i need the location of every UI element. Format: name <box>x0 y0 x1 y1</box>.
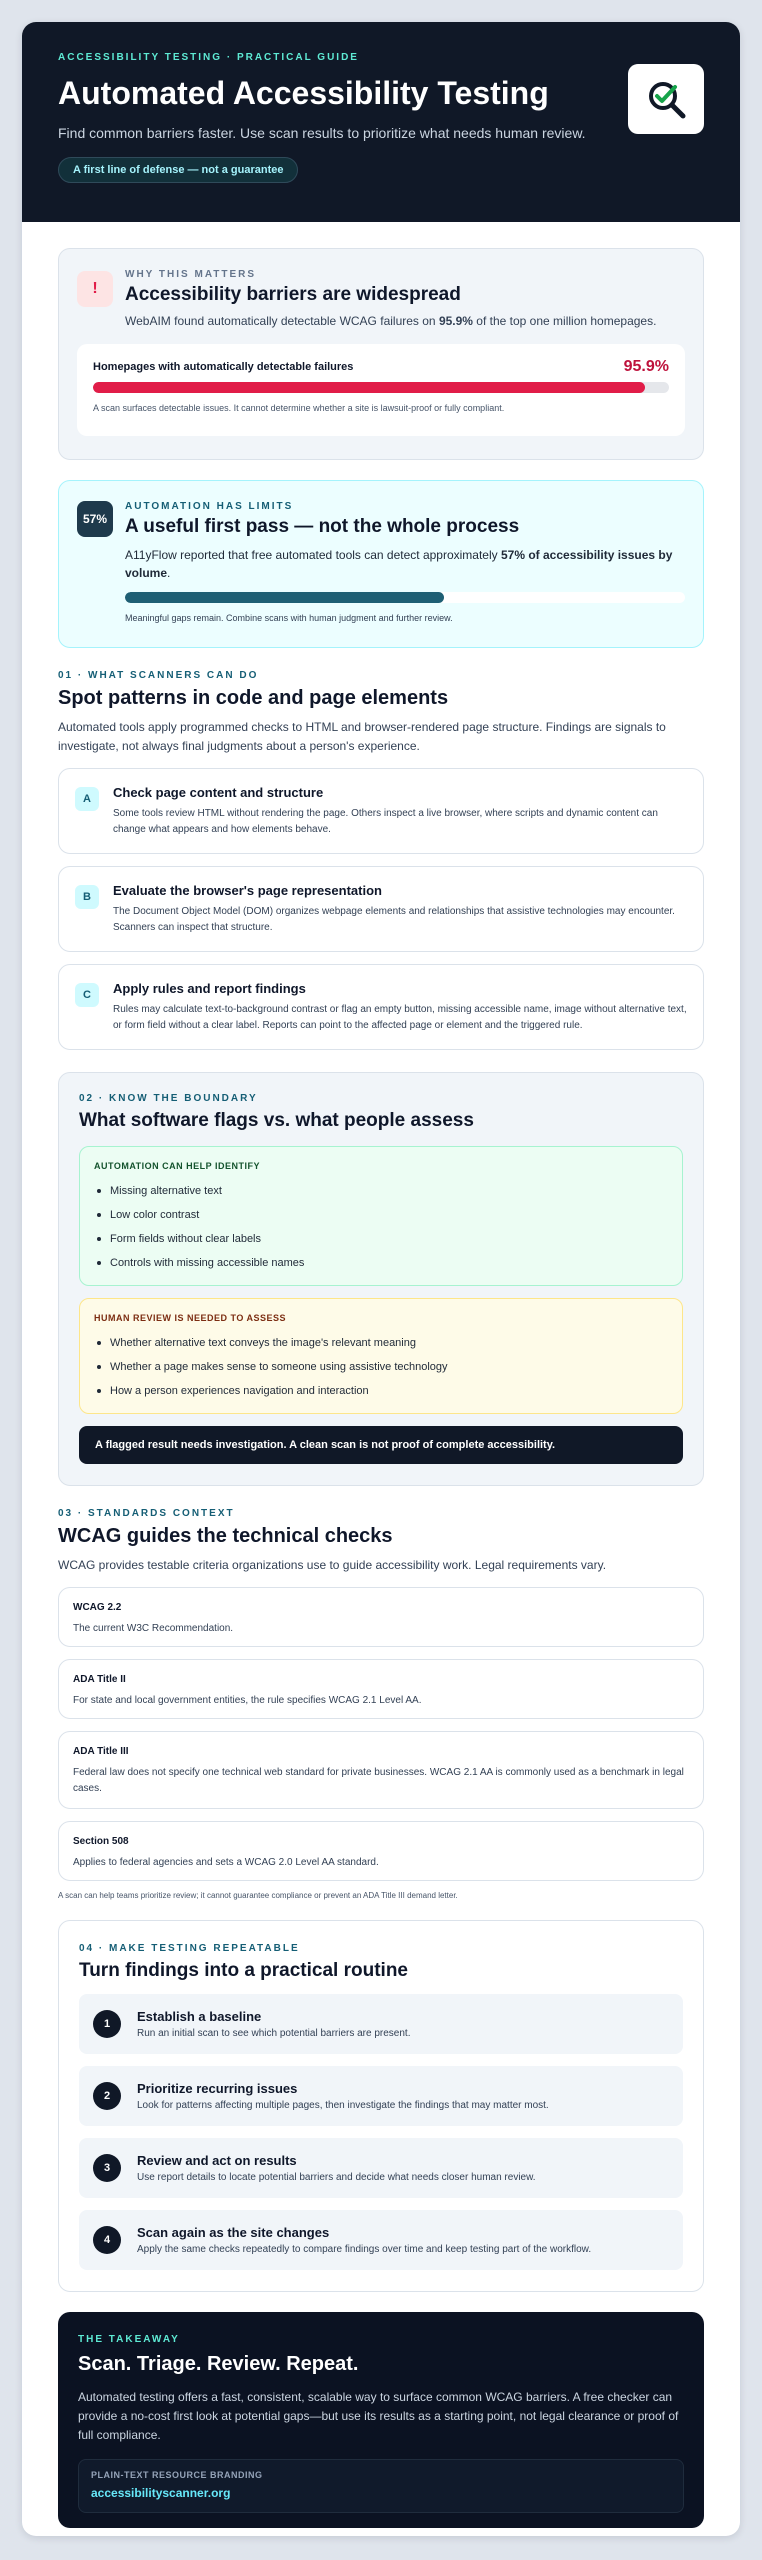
standard-text: Federal law does not specify one technical web standard for private businesses. WCAG 2.1 AA is commonly used as a benchmark in legal cases. <box>73 1767 684 1794</box>
why-desc: WebAIM found automatically detectable WCAG failures on 95.9% of the top one million homepages. <box>125 314 657 328</box>
hero-header <box>22 22 740 222</box>
limits-note: Meaningful gaps remain. Combine scans with human judgment and further review. <box>125 613 453 623</box>
takeaway-card <box>58 2312 704 2528</box>
hero-eyebrow: ACCESSIBILITY TESTING · PRACTICAL GUIDE <box>58 52 359 63</box>
standard-card <box>58 1821 704 1881</box>
why-title: Accessibility barriers are widespread <box>125 284 461 305</box>
section-scanners <box>58 670 704 1050</box>
list-item: Form fields without clear labels <box>94 1227 668 1251</box>
takeaway-eyebrow: THE TAKEAWAY <box>78 2334 180 2345</box>
list-item: Whether alternative text conveys the image's relevant meaning <box>94 1331 668 1355</box>
detection-progress-fill <box>125 592 444 603</box>
routine-step-text: Run an initial scan to see which potential barriers are present. <box>137 2028 411 2039</box>
page-title: Automated Accessibility Testing <box>58 75 549 111</box>
step-number: 2 <box>93 2082 121 2110</box>
stat-label: Homepages with automatically detectable failures <box>93 361 354 373</box>
hero-pill: A first line of defense — not a guarantee <box>58 157 298 183</box>
scanner-step <box>58 768 704 854</box>
standard-title: WCAG 2.2 <box>73 1602 122 1613</box>
why-note: A scan surfaces detectable issues. It cannot determine whether a site is lawsuit-proof or fully compliant. <box>93 403 505 413</box>
step-title: Apply rules and report findings <box>113 981 306 996</box>
s1-desc: Automated tools apply programmed checks to HTML and browser-rendered page structure. Findings are signals to investigate, not always final judgments about a person's experience. <box>58 720 666 753</box>
logo <box>628 64 704 134</box>
s1-title: Spot patterns in code and page elements <box>58 687 449 709</box>
standard-card <box>58 1587 704 1647</box>
step-title: Check page content and structure <box>113 785 324 800</box>
routine-step <box>79 2138 683 2198</box>
stat-value: 95.9% <box>623 358 669 375</box>
list-item: Low color contrast <box>94 1203 668 1227</box>
why-stat <box>77 344 685 436</box>
list-item: How a person experiences navigation and interaction <box>94 1379 668 1403</box>
limits-eyebrow: AUTOMATION HAS LIMITS <box>125 501 294 512</box>
routine-step-title: Prioritize recurring issues <box>137 2081 298 2096</box>
s4-title: Turn findings into a practical routine <box>79 1960 408 1981</box>
standard-text: The current W3C Recommendation. <box>73 1623 234 1634</box>
failure-progress-fill <box>93 382 645 393</box>
step-letter: C <box>75 983 99 1007</box>
automation-box <box>79 1146 683 1286</box>
standard-card <box>58 1659 704 1719</box>
routine-step-title: Review and act on results <box>137 2153 297 2168</box>
limits-card <box>58 480 704 648</box>
automation-caption: AUTOMATION CAN HELP IDENTIFY <box>94 1161 261 1171</box>
routine-step-text: Look for patterns affecting multiple pages, then investigate the findings that may matter most. <box>137 2100 549 2111</box>
boundary-callout: A flagged result needs investigation. A clean scan is not proof of complete accessibility. <box>79 1426 683 1464</box>
routine-step <box>79 2066 683 2126</box>
s3-eyebrow: 03 · STANDARDS CONTEXT <box>58 1508 235 1519</box>
limits-title: A useful first pass — not the whole process <box>125 516 520 537</box>
s3-desc: WCAG provides testable criteria organizations use to guide accessibility work. Legal requirements vary. <box>58 1558 607 1572</box>
routine-step-text: Apply the same checks repeatedly to compare findings over time and keep testing part of the workflow. <box>137 2244 592 2255</box>
s2-title: What software flags vs. what people assess <box>79 1110 474 1131</box>
section-standards <box>58 1508 704 1900</box>
list-item: Whether a page makes sense to someone using assistive technology <box>94 1355 668 1379</box>
standard-text: Applies to federal agencies and sets a WCAG 2.0 Level AA standard. <box>73 1857 379 1868</box>
limits-desc: A11yFlow reported that free automated tools can detect approximately 57% of accessibility issues by volume. <box>125 548 673 580</box>
scanner-step <box>58 964 704 1050</box>
s4-eyebrow: 04 · MAKE TESTING REPEATABLE <box>79 1943 300 1954</box>
human-caption: HUMAN REVIEW IS NEEDED TO ASSESS <box>94 1313 287 1323</box>
takeaway-title: Scan. Triage. Review. Repeat. <box>78 2353 359 2375</box>
step-text: The Document Object Model (DOM) organizes webpage elements and relationships that assistive technologies may encounter. Scanners can inspect that structure. <box>113 906 675 933</box>
failure-progress-bar <box>93 382 669 393</box>
list-item: Missing alternative text <box>94 1179 668 1203</box>
detection-progress-bar <box>125 592 685 603</box>
step-text: Rules may calculate text-to-background contrast or flag an empty button, missing accessible name, image without alternative text, or form field without a clear label. Reports can point to the affected page or element and the triggered rule. <box>113 1004 687 1031</box>
brand-link[interactable]: accessibilityscanner.org <box>91 2486 231 2500</box>
why-eyebrow: WHY THIS MATTERS <box>125 269 257 280</box>
brand-box <box>78 2459 684 2513</box>
step-title: Evaluate the browser's page representation <box>113 883 382 898</box>
limits-badge: 57% <box>77 501 113 537</box>
magnifier-check-icon <box>644 77 688 121</box>
why-card <box>58 248 704 460</box>
list-item: Controls with missing accessible names <box>94 1251 668 1275</box>
routine-step-title: Scan again as the site changes <box>137 2225 330 2240</box>
standards-note: A scan can help teams prioritize review; it cannot guarantee compliance or prevent an ADA Title III demand letter. <box>58 1891 458 1900</box>
takeaway-desc: Automated testing offers a fast, consistent, scalable way to surface common WCAG barriers. A free checker can provide a no-cost first look at potential gaps—but use its results as a starting point, not legal clearance or proof of full compliance. <box>78 2390 679 2442</box>
step-letter: A <box>75 787 99 811</box>
alert-icon: ! <box>77 271 113 307</box>
brand-caption: PLAIN-TEXT RESOURCE BRANDING <box>91 2470 263 2480</box>
scanner-step <box>58 866 704 952</box>
step-number: 4 <box>93 2226 121 2254</box>
routine-card <box>58 1920 704 2292</box>
page <box>22 22 740 2536</box>
step-text: Some tools review HTML without rendering the page. Others inspect a live browser, where scripts and dynamic content can change what appears and how elements behave. <box>113 808 658 835</box>
standard-card <box>58 1731 704 1809</box>
standard-title: ADA Title II <box>73 1674 126 1685</box>
step-number: 1 <box>93 2010 121 2038</box>
routine-step <box>79 2210 683 2270</box>
routine-step <box>79 1994 683 2054</box>
human-review-box <box>79 1298 683 1414</box>
hero-subtitle: Find common barriers faster. Use scan results to prioritize what needs human review. <box>58 125 586 141</box>
step-letter: B <box>75 885 99 909</box>
routine-step-title: Establish a baseline <box>137 2009 262 2024</box>
s3-title: WCAG guides the technical checks <box>58 1525 393 1547</box>
step-number: 3 <box>93 2154 121 2182</box>
standard-title: ADA Title III <box>73 1746 129 1757</box>
standard-text: For state and local government entities, the rule specifies WCAG 2.1 Level AA. <box>73 1695 422 1706</box>
boundary-card <box>58 1072 704 1486</box>
standard-title: Section 508 <box>73 1836 129 1847</box>
s2-eyebrow: 02 · KNOW THE BOUNDARY <box>79 1093 258 1104</box>
s1-eyebrow: 01 · WHAT SCANNERS CAN DO <box>58 670 259 681</box>
routine-step-text: Use report details to locate potential barriers and decide what needs closer human review. <box>137 2172 536 2183</box>
